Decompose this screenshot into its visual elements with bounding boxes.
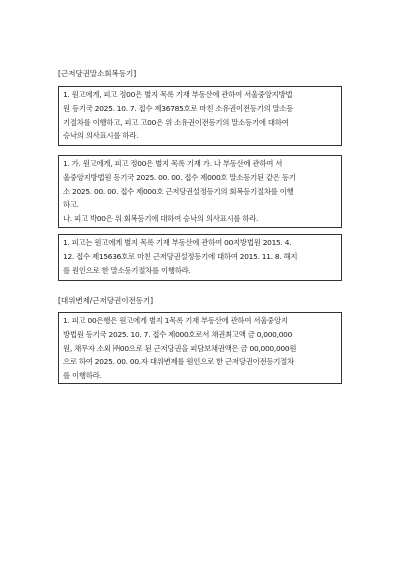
claim-paragraph — [63, 314, 338, 383]
claim-paragraph — [63, 212, 338, 226]
claim-text-line: 12. 접수 제15636호로 마친 근저당권설정등기에 대하여 2015. 11. 8. 해지 — [63, 251, 298, 261]
section-heading-subrogation: [대위변제/근저당권이전등기] — [58, 296, 154, 305]
claim-text-line: 나. 피고 박00은 위 회복등기에 대하여 승낙의 의사표시를 하라. — [63, 214, 259, 224]
claim-text-line: 1. 피고 00은행은 원고에게 별지 1목록 기재 부동산에 관하여 서울중앙지 — [63, 316, 288, 325]
claim-box-termination — [58, 234, 342, 281]
claim-paragraph — [63, 236, 338, 277]
claim-text-line: 를 이행하라. — [63, 371, 102, 381]
claim-text-line: 원, 채무자 소외 ㈜00으로 된 근저당권을 피담보채권액은 금 00,000,000원 — [63, 343, 297, 353]
section-heading-mortgage-restoration: [근저당권말소회복등기] — [58, 69, 137, 78]
claim-box-subrogation-transfer — [58, 312, 342, 384]
claim-text-line: 방법원 등기국 2025. 10. 7. 접수 제000호로서 채권최고액 금 0,000,000 — [63, 329, 293, 339]
claim-text-line: 1. 피고는 원고에게 별지 목록 기재 부동산에 관하여 00지방법원 2015. 4. — [63, 238, 292, 247]
claim-text-line: 1. 원고에게, 피고 정00은 별지 목록 기재 부동산에 관하여 서울중앙지방법 — [63, 90, 293, 99]
claim-text-line: 승낙의 의사표시를 하라. — [63, 131, 139, 141]
claim-box-cancellation — [58, 86, 342, 146]
claim-text-line: 1. 가. 원고에게, 피고 정00은 별지 목록 기재 가. 나 부동산에 관하여 서 — [63, 159, 283, 168]
claim-text-line: 울중앙지방법원 등기국 2025. 00. 00. 접수 제000호 말소등기된 같은 등기 — [63, 172, 296, 182]
claim-box-restoration — [58, 155, 342, 228]
claim-paragraph — [63, 157, 338, 212]
claim-text-line: 소 2025. 00. 00. 접수 제000호 근저당권설정등기의 회복등기절차를 이행 — [63, 186, 294, 196]
claim-text-line: 원 등기국 2025. 10. 7. 접수 제36785호로 마친 소유권이전등기의 말소등 — [63, 103, 294, 113]
claim-text-line: 으로 하여 2025. 00. 00.자 대위변제를 원인으로 한 근저당권이전등기절차 — [63, 357, 294, 367]
claim-text-line: 기절차를 이행하고, 피고 고00은 위 소유권이전등기의 말소등기에 대하여 — [63, 117, 289, 127]
claim-text-line: 를 원인으로 한 말소등기절차를 이행하라. — [63, 265, 191, 275]
claim-text-line: 하고. — [63, 200, 79, 210]
claim-paragraph — [63, 88, 338, 143]
